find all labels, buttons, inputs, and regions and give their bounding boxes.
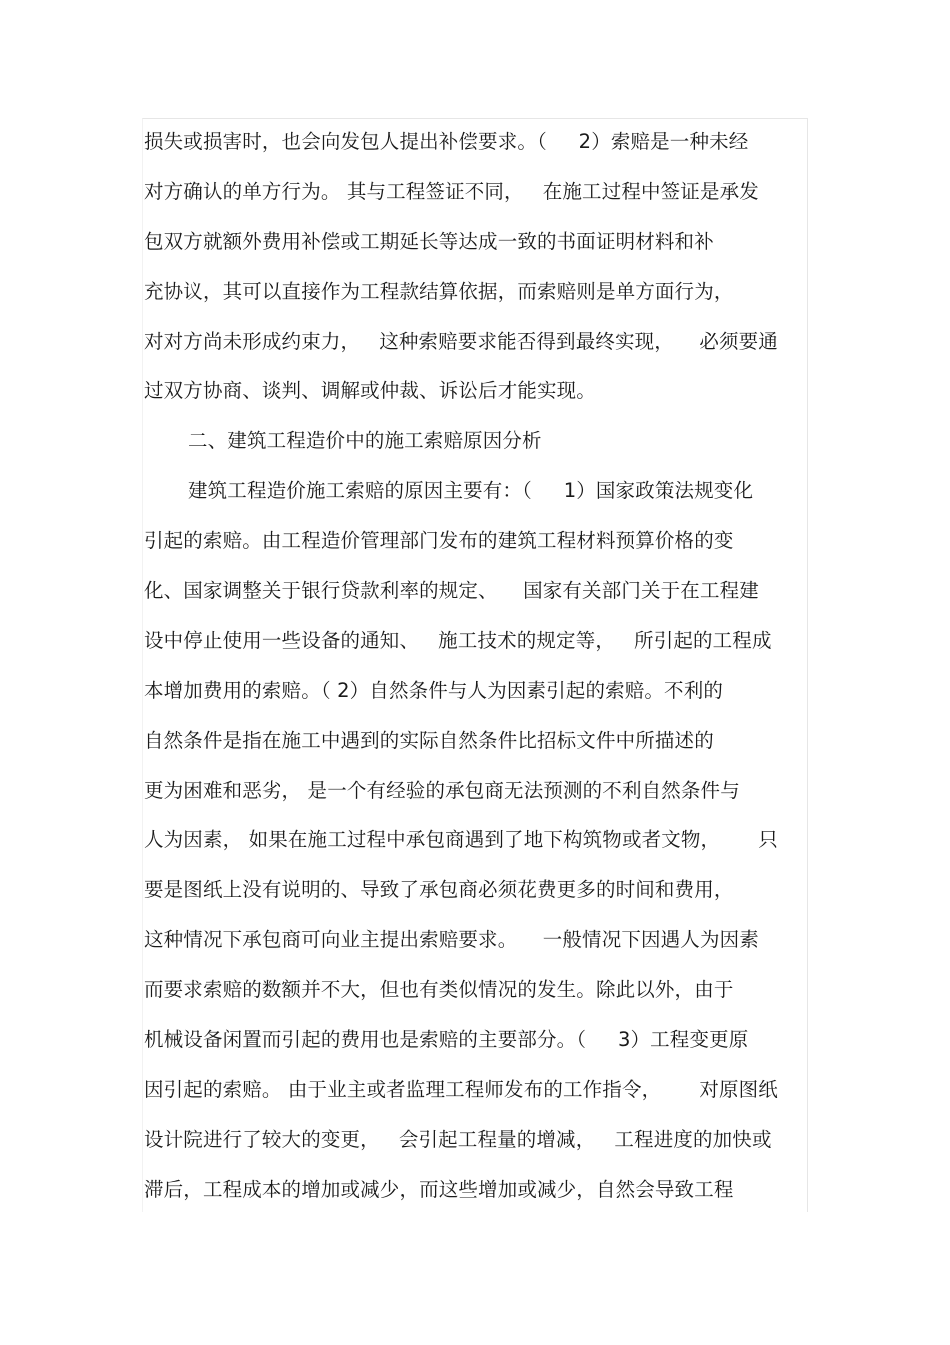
text-line-18: 而要求索赔的数额并不大，但也有类似情况的发生。除此以外，由于 <box>144 978 734 1002</box>
text-line-4: 充协议，其可以直接作为工程款结算依据，而索赔则是单方面行为， <box>144 279 734 303</box>
text-line-19: 机械设备闲置而引起的费用也是索赔的主要部分。（ 3）工程变更原 <box>144 1028 749 1052</box>
text-line-6: 过双方协商、谈判、调解或仲裁、诉讼后才能实现。 <box>144 379 596 403</box>
text-line-14: 更为困难和恶劣， 是一个有经验的承包商无法预测的不利自然条件与 <box>144 778 740 802</box>
text-line-1: 损失或损害时，也会向发包人提出补偿要求。（ 2）索赔是一种未经 <box>144 130 749 153</box>
text-line-21: 设计院进行了较大的变更， 会引起工程量的增减， 工程进度的加快或 <box>144 1127 772 1151</box>
text-line-11: 设中停止使用一些设备的通知、 施工技术的规定等， 所引起的工程成 <box>144 628 772 652</box>
text-line-15: 人为因素， 如果在施工过程中承包商遇到了地下构筑物或者文物， 只 <box>144 828 778 852</box>
text-line-3: 包双方就额外费用补偿或工期延长等达成一致的书面证明材料和补 <box>144 229 714 253</box>
text-line-13: 自然条件是指在施工中遇到的实际自然条件比招标文件中所描述的 <box>144 728 714 752</box>
text-line-8: 建筑工程造价施工索赔的原因主要有：（ 1）国家政策法规变化 <box>188 479 754 503</box>
text-line-9: 引起的索赔。由工程造价管理部门发布的建筑工程材料预算价格的变 <box>144 529 734 553</box>
text-line-12: 本增加费用的索赔。（ 2）自然条件与人为因素引起的索赔。不利的 <box>144 678 724 702</box>
document-body <box>144 117 808 1215</box>
text-line-20: 因引起的索赔。 由于业主或者监理工程师发布的工作指令， 对原图纸 <box>144 1077 778 1101</box>
text-line-2: 对方确认的单方行为。 其与工程签证不同， 在施工过程中签证是承发 <box>144 179 759 203</box>
text-line-16: 要是图纸上没有说明的、导致了承包商必须花费更多的时间和费用， <box>144 878 734 902</box>
text-line-10: 化、国家调整关于银行贷款利率的规定、 国家有关部门关于在工程建 <box>144 579 759 603</box>
text-line-17: 这种情况下承包商可向业主提出索赔要求。 一般情况下因遇人为因素 <box>144 928 759 952</box>
section-heading: 二、建筑工程造价中的施工索赔原因分析 <box>188 429 542 453</box>
text-line-5: 对对方尚未形成约束力， 这种索赔要求能否得到最终实现， 必须要通 <box>144 329 778 353</box>
text-line-22: 滞后，工程成本的增加或减少，而这些增加或减少，自然会导致工程 <box>144 1177 734 1201</box>
